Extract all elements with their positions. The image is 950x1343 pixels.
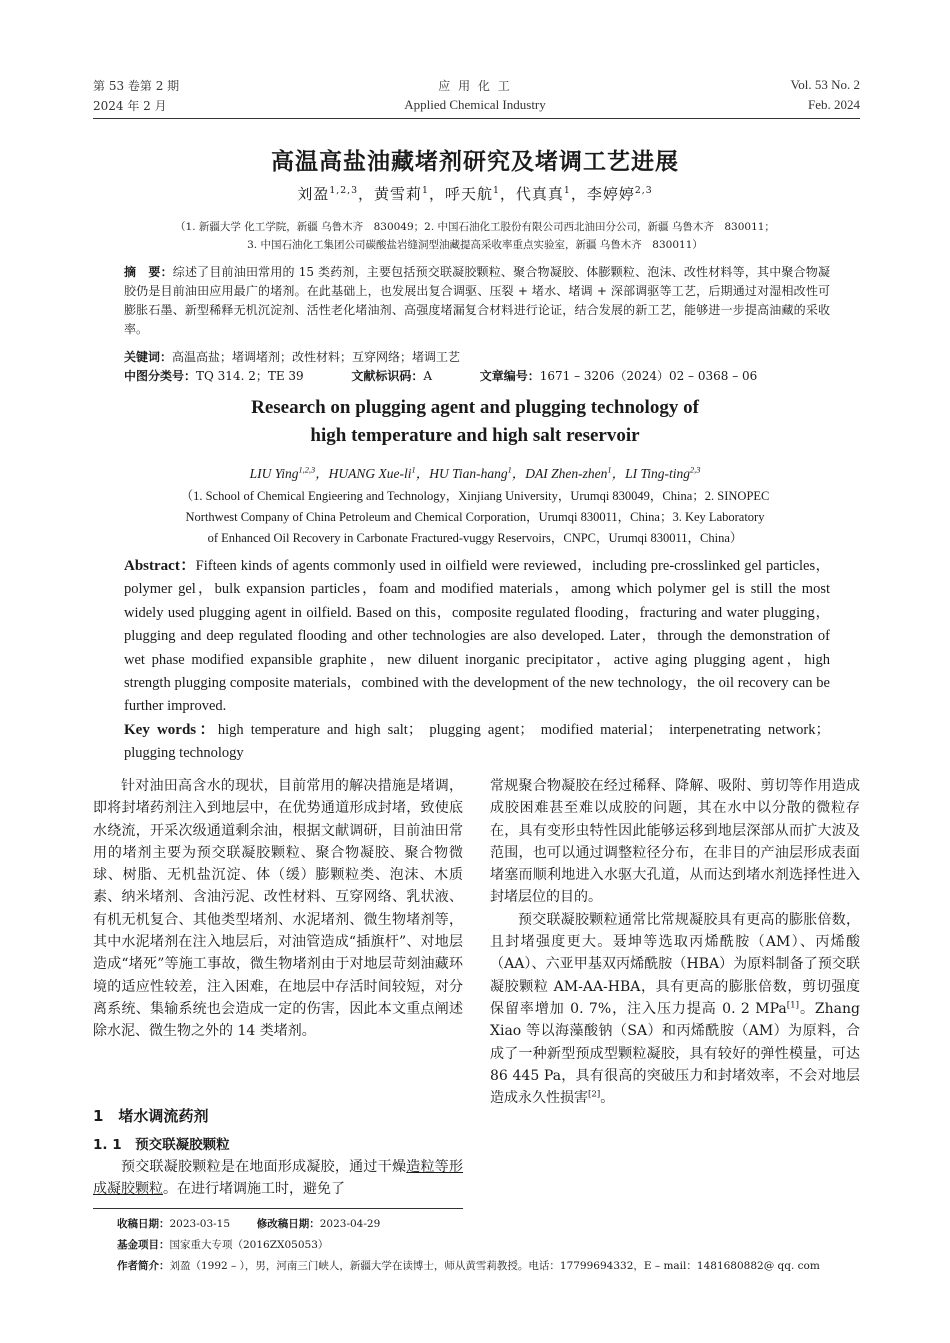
date-cn: 2024 年 2 月 xyxy=(93,99,167,113)
author-en: HUANG Xue-li xyxy=(328,466,412,481)
abstract-en-text: Fifteen kinds of agents commonly used in oilfield were reviewed，including pre-crosslinked gel particles，polymer gel，bulk expansion particles，foam and modified materials，among which polymer gel is still the most widely used plugging agent in oilfield. Based on this，composite regulated flooding，fracturing and water plugging，plugging and deep regulated flooding and other technologies are also developed. Later，through the demonstration of wet phase modified expansible graphite，new diluent inorganic precipitator，active aging plugging agent，high strength plugging composite materials，combined with the development of the new technology，the oil recovery can be further improved. xyxy=(124,558,830,715)
classification-line xyxy=(124,367,830,386)
authors-en: LIU Ying$^{1,2,3}$，HUANG Xue-$li^1$，HU Tian-hang$^1$，DAI Zhen-zhen$^1$，LI Ting-ting$^{2,3}$ xyxy=(249,465,701,481)
article-number-value: 1671 – 3206（2024）02 – 0368 – 06 xyxy=(539,369,758,383)
paragraph-text: 。在进行堵调施工时，避免了 xyxy=(163,1181,345,1198)
paragraph-text: 预交联凝胶颗粒通常比常规凝胶具有更高的膨胀倍数，且封堵强度更大。聂坤等选取丙烯酰胺（AM）、丙烯酸（AA）、六亚甲基双丙烯酰胺（HBA）为原料制备了预交联凝胶颗粒 AM-AA-HBA，具有更高的膨胀倍数，剪切强度保留率增加 0. 7%，注入压力提高 0. 2 MPa xyxy=(490,911,860,1017)
journal-name-en: Applied Chemical Industry xyxy=(404,97,546,112)
received-label: 收稿日期： xyxy=(117,1218,170,1230)
section-heading-1: 1 堵水调流药剂 xyxy=(93,1107,209,1125)
doc-code-label: 文献标识码： xyxy=(351,369,424,383)
author-affil-sup: 1,2,3 xyxy=(329,185,358,196)
keywords-cn xyxy=(124,348,830,367)
paragraph-text: 预交联凝胶颗粒是在地面形成凝胶，通过干燥 xyxy=(121,1159,407,1175)
author-en: LI Ting-ting xyxy=(625,466,690,481)
author-affil-sup: 1,2,3 xyxy=(298,465,316,475)
abstract-cn xyxy=(124,263,830,339)
header-rule xyxy=(93,118,860,119)
paragraph-text: 。Zhang Xiao 等以海藻酸钠（SA）和丙烯酰胺（AM）为原料，合成了一种新型预成型颗粒凝胶，具有较好的弹性模量，可达 86 445 Pa，具有很高的突破压力和封堵效率，不会对地层造成永久性损害 xyxy=(490,1000,860,1107)
fund-label: 基金项目： xyxy=(117,1239,170,1251)
fund-note xyxy=(117,1236,328,1255)
affiliation-cn-line: （1. 新疆大学 化工学院，新疆 乌鲁木齐 830049；2. 中国石油化工股份有限公司西北油田分公司，新疆 乌鲁木齐 830011； xyxy=(175,221,775,233)
author-en: LIU Ying xyxy=(249,466,299,481)
revised-label: 修改稿日期： xyxy=(256,1218,320,1230)
date-en: Feb. 2024 xyxy=(808,97,860,112)
authors-cn: 刘盈$^{1,2,3}$，黄雪莉$^1$，呼天航$^1$，代真真$^1$，李婷婷$^{2,3}$ xyxy=(297,185,653,203)
volume-issue-en: Vol. 53 No. 2 xyxy=(790,77,860,92)
article-number-label: 文章编号： xyxy=(479,369,540,383)
author-cn: 李婷婷 xyxy=(586,185,635,203)
received-date: 2023-03-15 xyxy=(169,1218,231,1230)
continued-paragraph: 常规聚合物凝胶在经过稀释、降解、吸附、剪切等作用造成成胶困难甚至难以成胶的问题，其在水中以分散的微粒存在，具有变形虫特性因此能够运移到地层深部从而扩大波及范围，也可以通过调整粒径分布，在非目的产油层形成表面堵塞而顺利地进入水驱大孔道，从而达到堵水剂选择性进入封堵层位的目的。 xyxy=(490,778,860,906)
abstract-cn-label: 摘 要： xyxy=(124,265,173,279)
keywords-en-text: high temperature and high salt； plugging agent； modified material； interpenetrating network； plugging technology xyxy=(124,721,830,762)
author-bio-text: 刘盈（1992 – ），男，河南三门峡人，新疆大学在读博士，师从黄雪莉教授。电话：17799694332，E – mail：1481680882@ qq. com xyxy=(169,1260,820,1272)
section-heading-1-1: 1. 1 预交联凝胶颗粒 xyxy=(93,1137,230,1153)
author-affil-sup: 1 xyxy=(411,465,416,475)
author-affil-sup: 2,3 xyxy=(634,185,653,196)
author-affil-sup: 1 xyxy=(492,185,500,196)
body-right-column xyxy=(490,775,860,1109)
clc-label: 中图分类号： xyxy=(124,369,197,383)
author-cn: 刘盈 xyxy=(297,185,330,203)
abstract-cn-text: 综述了目前油田常用的 15 类药剂，主要包括预交联凝胶颗粒、聚合物凝胶、体膨颗粒、泡沫、改性材料等，其中聚合物凝胶仍是目前油田应用最广的堵剂。在此基础上，也发展出复合调驱、压裂 + 堵水、堵调 + 深部调驱等工艺，后期通过对湿相改性可膨胀石墨、新型稀释无机沉淀剂、活性老化堵油剂、高强度堵漏复合材料进行论证，结合发展的新工艺，能够进一步提高油藏的采收率。 xyxy=(124,265,830,336)
gel-particles-paragraph xyxy=(490,909,860,1110)
keywords-en-label: Key words： xyxy=(124,721,218,738)
citation-ref: [1] xyxy=(786,1000,800,1011)
affiliation-cn-line: 3. 中国石油化工集团公司碳酸盐岩缝洞型油藏提高采收率重点实验室，新疆 乌鲁木齐 830011） xyxy=(247,239,703,251)
footnote-rule xyxy=(93,1208,463,1209)
clc-value: TQ 314. 2；TE 39 xyxy=(196,369,304,383)
paragraph-text: 。 xyxy=(600,1090,615,1107)
keywords-cn-label: 关键词： xyxy=(124,350,173,364)
received-dates xyxy=(117,1215,380,1234)
title-en-line1: Research on plugging agent and plugging technology of xyxy=(251,397,699,418)
author-cn: 呼天航 xyxy=(444,185,493,203)
author-affil-sup: 1 xyxy=(422,185,429,196)
intro-paragraph: 针对油田高含水的现状，目前常用的解决措施是堵调，即将封堵药剂注入到地层中，在优势通道形成封堵，致使底水绕流，开采次级通道剩余油，根据文献调研，目前油田常用的堵剂主要为预交联凝胶颗粒、聚合物凝胶、聚合物微球、树脂、无机盐沉淀、体（缓）膨颗粒类、泡沫、木质素、纳米堵剂、含油污泥、改性材料、互穿网络、乳状液、有机无机复合、其他类型堵剂、水泥堵剂、微生物堵剂等，其中水泥堵剂在注入地层后，对油管造成“插旗杆”、对地层造成“堵死”等施工事故，微生物堵剂由于对地层苛刻油藏环境的适应性较差，注入困难，在地层中存活时间较短，对分离系统、集输系统也会造成一定的伤害，因此本文重点阐述除水泥、微生物之外的 14 类堵剂。 xyxy=(93,778,463,1040)
title-en-line2: high temperature and high salt reservoir xyxy=(310,425,640,446)
body-left-column xyxy=(93,775,463,1043)
author-cn: 代真真 xyxy=(515,185,564,203)
author-bio-label: 作者简介： xyxy=(117,1260,170,1272)
doc-code-value: A xyxy=(423,369,433,383)
author-affil-sup: 2,3 xyxy=(689,465,701,475)
affiliation-en-line: of Enhanced Oil Recovery in Carbonate Fractured-vuggy Reservoirs，CNPC，Urumqi 830011，China） xyxy=(207,531,743,545)
author-affil-sup: 1 xyxy=(563,185,571,196)
volume-issue-cn: 第 53 卷第 2 期 xyxy=(93,79,180,93)
author-en: DAI Zhen-zhen xyxy=(525,466,608,481)
author-bio xyxy=(117,1257,820,1276)
author-affil-sup: 1 xyxy=(507,465,512,475)
fund-text: 国家重大专项（2016ZX05053） xyxy=(169,1239,329,1251)
abstract-en xyxy=(124,555,830,766)
author-cn: 黄雪莉 xyxy=(374,185,423,203)
section-1-1-paragraph xyxy=(93,1156,463,1201)
journal-name-cn: 应 用 化 工 xyxy=(438,79,512,93)
title-cn: 高温高盐油藏堵剂研究及堵调工艺进展 xyxy=(271,149,679,175)
revised-date: 2023-04-29 xyxy=(319,1218,381,1230)
keywords-cn-text: 高温高盐；堵调堵剂；改性材料；互穿网络；堵调工艺 xyxy=(172,350,461,364)
author-affil-sup: 1 xyxy=(607,465,612,475)
affiliation-en-line: （1. School of Chemical Engieering and Technology，Xinjiang University，Urumqi 830049，China；2. SINOPEC xyxy=(180,489,770,503)
abstract-en-label: Abstract： xyxy=(124,558,196,574)
author-en: HU Tian-hang xyxy=(429,466,508,481)
affiliation-en-line: Northwest Company of China Petroleum and Chemical Corporation，Urumqi 830011，China；3. Key Laboratory xyxy=(185,510,765,524)
citation-ref: [2] xyxy=(588,1089,601,1100)
underlined-text: 造粒等形成凝胶颗粒 xyxy=(93,1159,464,1198)
